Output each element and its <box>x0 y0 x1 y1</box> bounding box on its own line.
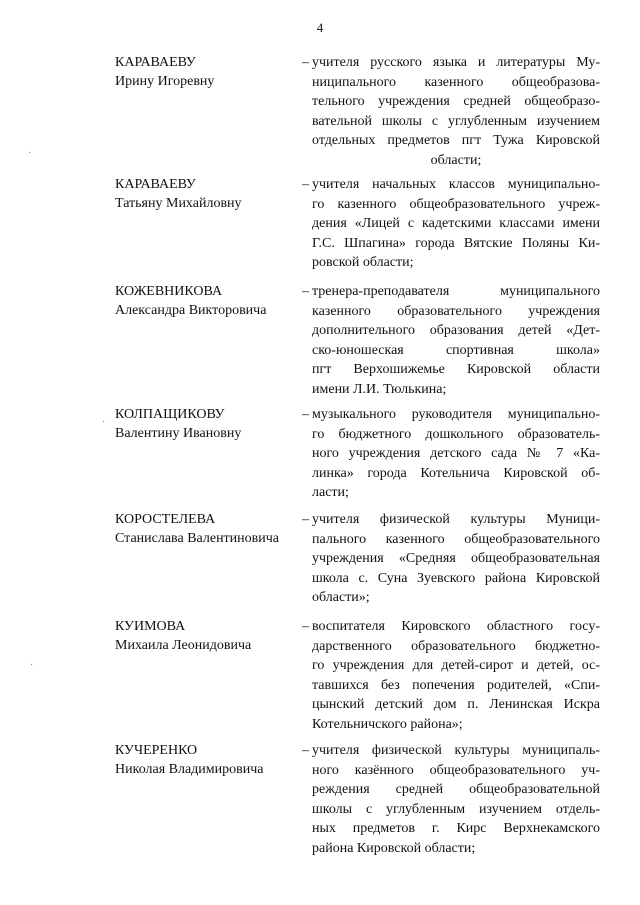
description-line: тренера-преподавателя муниципального <box>312 284 600 299</box>
description-line: тельного учреждения средней общеобразо- <box>312 94 600 109</box>
description-line: области»; <box>312 590 370 605</box>
description-line: ного казённого общеобразовательного уч- <box>312 762 600 778</box>
description-line: дения «Лицей с кадетскими классами имени <box>312 216 600 231</box>
description-line: школа с. Суна Зуевского района Кировской <box>312 570 600 586</box>
description-line: района Кировской области; <box>312 840 476 856</box>
description-line: музыкального руководителя муниципально- <box>312 407 600 422</box>
description-line: казенного образовательного учреждения <box>312 303 600 319</box>
description-line: го бюджетного дошкольного образователь- <box>312 426 600 442</box>
given-names: Ирину Игоревну <box>115 74 215 89</box>
person-name <box>115 510 300 548</box>
description-line: пгт Верхошижемье Кировской области <box>312 362 600 377</box>
dash: – <box>302 743 309 758</box>
given-names: Николая Владимировича <box>115 762 264 777</box>
description-line: учителя физической культуры муниципаль- <box>312 743 600 758</box>
dash: – <box>302 512 309 527</box>
description-line: области; <box>430 152 482 168</box>
description-line: школы с углубленным изучением отдель- <box>312 801 600 817</box>
position-description <box>312 741 600 858</box>
list-item <box>0 53 640 193</box>
position-description <box>312 617 600 734</box>
surname: КОРОСТЕЛЕВА <box>115 512 216 527</box>
description-line: учителя русского языка и литературы Му- <box>312 55 600 70</box>
dash: – <box>302 407 309 422</box>
position-description <box>312 282 600 399</box>
surname: КУИМОВА <box>115 619 186 634</box>
description-line: отдельных предметов пгт Тужа Кировской <box>312 133 600 148</box>
dash: – <box>302 619 309 634</box>
person-name <box>115 405 300 443</box>
description-line: имени Л.И. Тюлькина; <box>312 381 447 397</box>
description-line: дополнительного образования детей «Дет- <box>312 323 600 338</box>
given-names: Михаила Леонидовича <box>115 638 252 653</box>
position-description <box>312 405 600 503</box>
description-line: ных предметов г. Кирс Верхнекамского <box>312 821 600 836</box>
list-item <box>0 282 640 422</box>
description-line: линка» города Котельнича Кировской об- <box>312 465 600 481</box>
description-line: учреждения «Средняя общеобразовательная <box>312 551 600 566</box>
description-line: учителя физической культуры Муници- <box>312 512 600 527</box>
person-name <box>115 175 300 213</box>
description-line: ласти; <box>312 485 349 500</box>
dash: – <box>302 177 309 192</box>
description-line: Г.С. Шпагина» города Вятские Поляны Ки- <box>312 235 600 251</box>
description-line: ровской области; <box>312 255 414 270</box>
person-name <box>115 282 300 320</box>
description-line: дарственного образовательного бюджетно- <box>312 638 600 654</box>
surname: КАРАВАЕВУ <box>115 55 196 70</box>
person-name <box>115 53 300 91</box>
surname: КАРАВАЕВУ <box>115 177 196 192</box>
scan-mark: · <box>30 660 34 671</box>
description-line: учителя начальных классов муниципально- <box>312 177 600 192</box>
position-description <box>312 510 600 608</box>
list-item <box>0 617 640 757</box>
description-line: пального казенного общеобразовательного <box>312 531 600 547</box>
position-description <box>312 175 600 273</box>
description-line: воспитателя Кировского областного госу- <box>312 619 600 634</box>
dash: – <box>302 284 309 299</box>
description-line: ного учреждения детского сада № 7 «Ка- <box>312 446 600 461</box>
description-line: вательной школы с углубленным изучением <box>312 113 600 129</box>
given-names: Александра Викторовича <box>115 303 267 318</box>
description-line: реждения средней общеобразовательной <box>312 782 600 797</box>
description-line: тавшихся без попечения родителей, «Спи- <box>312 677 600 693</box>
scan-mark: · <box>102 417 106 428</box>
scan-mark: · <box>28 148 32 159</box>
position-description <box>312 53 600 170</box>
surname: КОЛПАЩИКОВУ <box>115 407 225 422</box>
dash: – <box>302 55 309 70</box>
description-line: го казенного общеобразовательного учреж- <box>312 196 600 212</box>
page-number: 4 <box>316 20 324 35</box>
description-line: Котельничского района»; <box>312 716 463 732</box>
description-line: цынский детский дом п. Ленинская Искра <box>312 697 600 712</box>
given-names: Станислава Валентиновича <box>115 531 280 546</box>
given-names: Валентину Ивановну <box>115 426 242 441</box>
description-line: го учреждения для детей-сирот и детей, ос- <box>312 658 600 673</box>
description-line: ско-юношеская спортивная школа» <box>312 342 600 358</box>
surname: КОЖЕВНИКОВА <box>115 284 223 299</box>
description-line: ниципального казенного общеобразова- <box>312 74 600 90</box>
given-names: Татьяну Михайловну <box>115 196 242 211</box>
person-name <box>115 741 300 779</box>
person-name <box>115 617 300 655</box>
list-item <box>0 741 640 881</box>
surname: КУЧЕРЕНКО <box>115 743 198 758</box>
